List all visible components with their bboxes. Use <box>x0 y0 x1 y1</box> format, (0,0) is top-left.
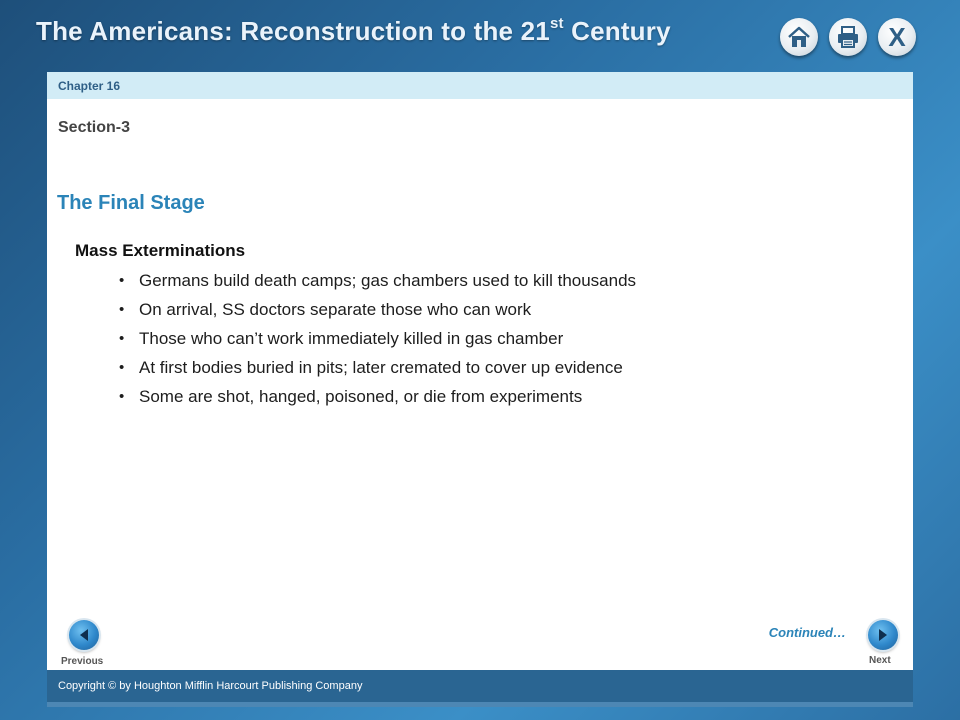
print-icon <box>836 25 860 49</box>
next-button[interactable] <box>868 620 898 650</box>
presentation-title <box>36 16 671 47</box>
bullet-item: • On arrival, SS doctors separate those who can work <box>119 298 636 327</box>
slide-heading: The Final Stage <box>57 192 205 214</box>
top-navigation-buttons <box>780 18 916 56</box>
bullet-list <box>119 269 636 414</box>
bullet-item: • Germans build death camps; gas chambers used to kill thousands <box>119 269 636 298</box>
arrow-right-icon <box>876 628 890 642</box>
title-superscript: st <box>549 15 564 33</box>
next-label: Next <box>869 655 891 666</box>
arrow-left-icon <box>77 628 91 642</box>
print-button[interactable] <box>829 18 867 56</box>
close-button[interactable] <box>878 18 916 56</box>
copyright-footer: Copyright © by Houghton Mifflin Harcourt Publishing Company <box>47 670 913 702</box>
footer-strip <box>47 702 913 707</box>
content-panel <box>47 72 913 670</box>
title-suffix-text: Century <box>563 16 671 46</box>
bullet-item: • At first bodies buried in pits; later cremated to cover up evidence <box>119 356 636 385</box>
continued-label: Continued… <box>768 625 846 640</box>
home-icon <box>787 26 811 48</box>
section-label: Section-3 <box>58 119 131 136</box>
chapter-bar: Chapter 16 <box>47 72 913 99</box>
home-button[interactable] <box>780 18 818 56</box>
bullet-item: • Some are shot, hanged, poisoned, or die from experiments <box>119 385 636 414</box>
previous-button[interactable] <box>69 620 99 650</box>
previous-label: Previous <box>61 656 104 667</box>
bullet-item: • Those who can’t work immediately killed in gas chamber <box>119 327 636 356</box>
slide-subheading: Mass Exterminations <box>75 241 246 260</box>
title-main-text: The Americans: Reconstruction to the 21 <box>36 16 550 46</box>
close-icon: X <box>888 22 906 52</box>
